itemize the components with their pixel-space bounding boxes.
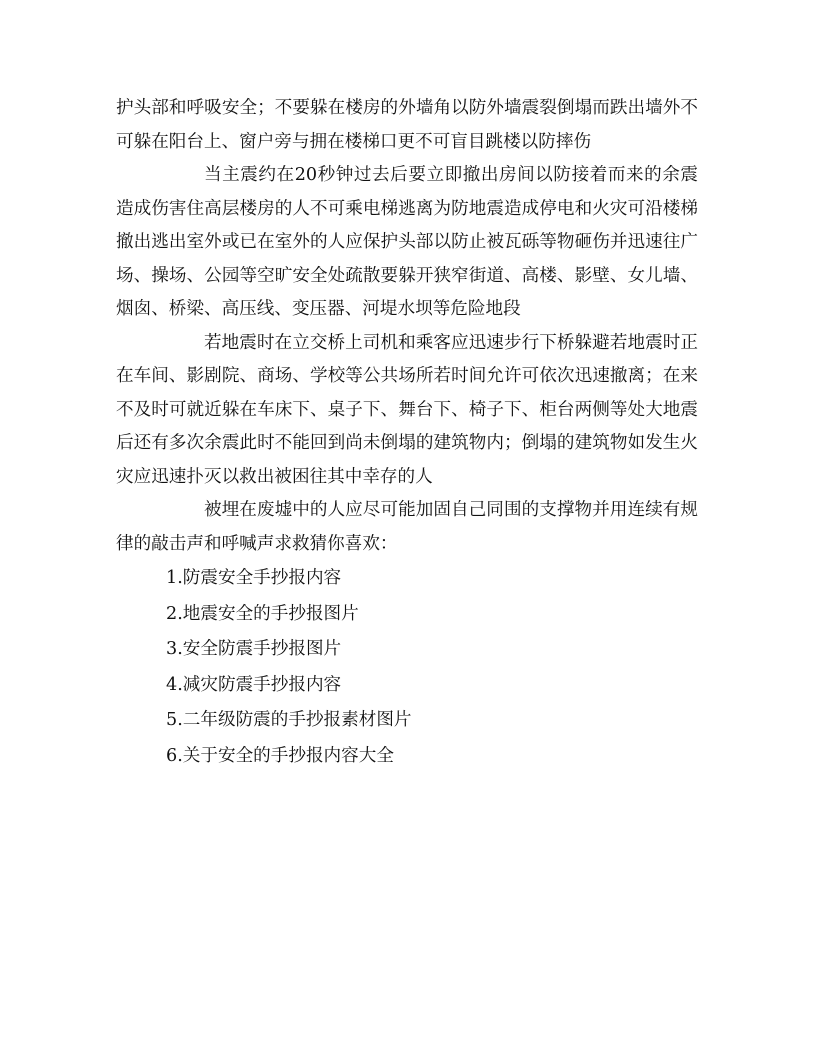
related-list (116, 561, 698, 774)
related-item: 6.关于安全的手抄报内容大全 (166, 745, 394, 766)
document-body (116, 92, 698, 774)
related-item: 4.减灾防震手抄报内容 (166, 674, 342, 695)
related-item: 3.安全防震手抄报图片 (166, 639, 342, 659)
related-item: 2.地震安全的手抄报图片 (166, 603, 359, 624)
paragraph-continuation: 护头部和呼吸安全；不要躲在楼房的外墙角以防外墙震裂倒塌而跌出墙外不可躲在阳台上、窗户旁与拥在楼梯口更不可盲目跳楼以防摔伤 (116, 98, 698, 152)
paragraph-public-places: 若地震时在立交桥上司机和乘客应迅速步行下桥躲避若地震时正在车间、影剧院、商场、学校等公共场所若时间允许可依次迅速撤离；在来不及时可就近躲在车床下、桌子下、舞台下、椅子下、柜台两侧等处大地震后还有多次余震此时不能回到尚未倒塌的建筑物内；倒塌的建筑物如发生火灾应迅速扑灭以救出被困往其中幸存的人 (116, 332, 698, 487)
related-item: 5.二年级防震的手抄报素材图片 (166, 710, 412, 730)
related-item: 1.防震安全手抄报内容 (166, 568, 342, 588)
paragraph-evacuation: 当主震约在20秒钟过去后要立即撤出房间以防接着而来的余震造成伤害住高层楼房的人不可乘电梯逃离为防地震造成停电和火灾可沿楼梯撤出逃出室外或已在室外的人应保护头部以防止被瓦砾等物砸伤并迅速往广场、操场、公园等空旷安全处疏散要躲开狭窄街道、高楼、影壁、女儿墙、烟囱、桥梁、高压线、变压器、河堤水坝等危险地段 (116, 165, 698, 319)
paragraph-trapped: 被埋在废墟中的人应尽可能加固自己同围的支撑物并用连续有规律的敲击声和呼喊声求救猜你喜欢： (116, 500, 698, 554)
